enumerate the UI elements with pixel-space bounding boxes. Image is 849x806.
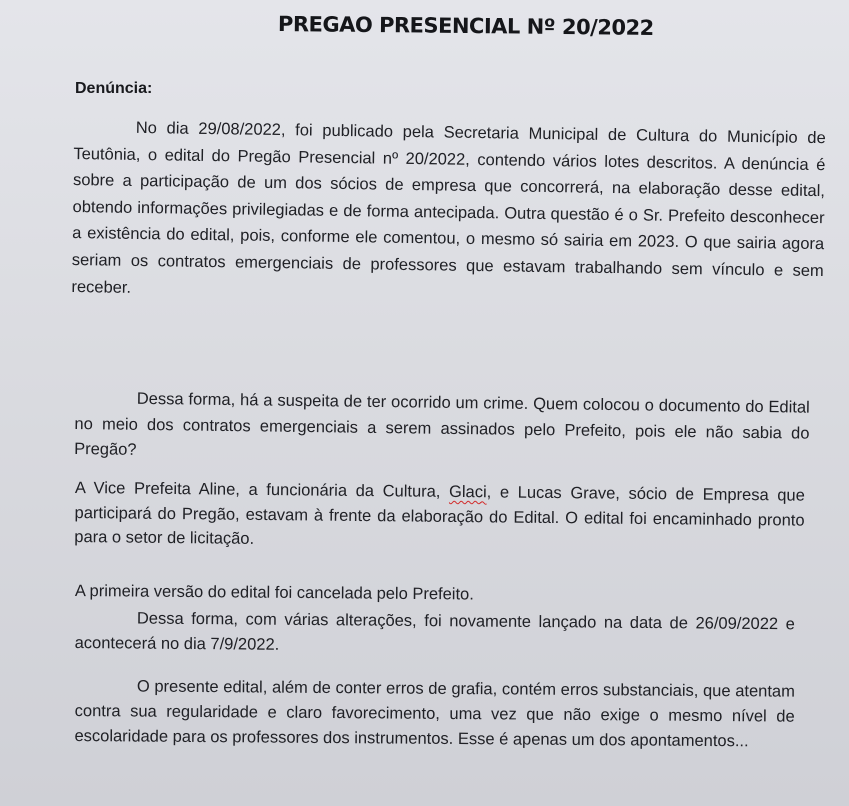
document-title: PREGAO PRESENCIAL Nº 20/2022 (277, 12, 654, 40)
paragraph-3-text-b: , e Lucas Grave, sócio de Empresa que participará do Pregão, estavam à frente da elaboração do Edital. O edital foi encaminhado pronto para o setor de licitação. (74, 483, 805, 548)
paragraph-5: Dessa forma, com várias alterações, foi novamente lançado na data de 26/09/2022 e acontecerá no dia 7/9/2022. (74, 609, 795, 654)
paragraph-3 (74, 476, 805, 557)
misspelled-word[interactable]: Glaci (448, 482, 487, 502)
paragraph-2: Dessa forma, há a suspeita de ter ocorrido um crime. Quem colocou o documento do Edital no meio dos contratos emergenciais a serem assinados pelo Prefeito, pois ele não sabia do Pregão? (74, 389, 810, 459)
section-heading: Denúncia: (75, 80, 153, 97)
paragraph-4: A primeira versão do edital foi cancelada pelo Prefeito. (74, 581, 474, 604)
paragraph-3-text-a: A Vice Prefeita Aline, a funcionária da Cultura, (74, 478, 450, 501)
paragraph-6: O presente edital, além de conter erros de grafia, contém erros substanciais, que atentam contra sua regularidade e claro favorecimento, uma vez que não exige o mesmo nível de escolaridade para os professores dos instrumentos. Esse é apenas um dos apontamentos... (74, 677, 795, 751)
paragraph-1: No dia 29/08/2022, foi publicado pela Secretaria Municipal de Cultura do Município de Teutônia, o edital do Pregão Presencial nº 20/2022, contendo vários lotes descritos. A denúncia é sobre a participação de um dos sócios de empresa que concorrerá, na elaboração desse edital, obtendo informações privilegiadas e de forma antecipada. Outra questão é o Sr. Prefeito desconhecer a existência do edital, pois, conforme ele comentou, o mesmo só sairia em 2023. O que sairia agora seriam os contratos emergenciais de professores que estavam trabalhando sem vínculo e sem receber. (71, 118, 826, 297)
